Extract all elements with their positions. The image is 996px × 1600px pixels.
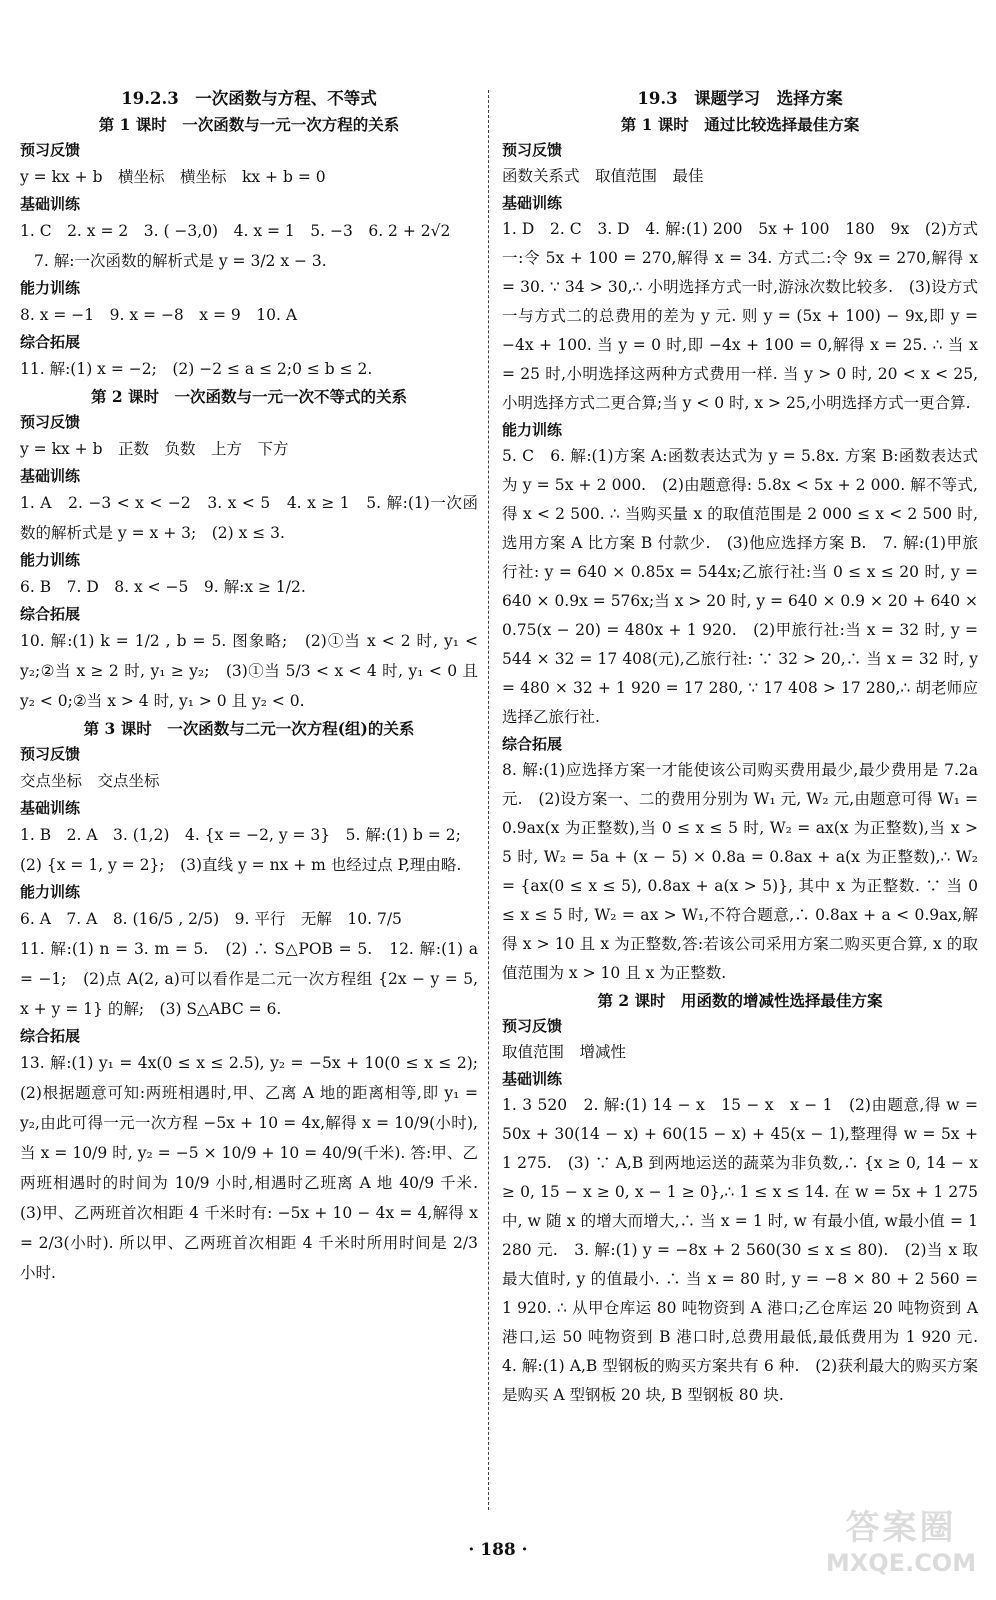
section-heading: 预习反馈 [20, 413, 81, 431]
answer-text: 取值范围 增减性 [502, 1043, 627, 1061]
section-heading: 综合拓展 [20, 605, 81, 623]
answer-text: 13. 解:(1) y₁ = 4x(0 ≤ x ≤ 2.5), y₂ = −5x + 10(0 ≤ x ≤ 2); (2)根据题意可知:两班相遇时,甲、乙离 A 地的距离相等,即 y₁ = y₂,由此可得一元一次方程 −5x + 10 = 4x,解得 x = 10/9(小时),当 x = 10/9 时, y₂ = −5 × 10/9 + 10 = 40/9(千米). 答:甲、乙两班相遇时的时间为 10/9 小时,相遇时乙班离 A 地 40/9 千米. (3)甲、乙两班首次相距 4 千米时有: −5x + 10 − 4x = 4,解得 x = 2/3(小时). 所以甲、乙两班首次相距 4 千米时所用时间是 2/3 小时. [20, 1054, 494, 1282]
watermark-logo [816, 1500, 986, 1590]
section-heading: 基础训练 [502, 1070, 563, 1088]
section-title: 19.3 课题学习 选择方案 [637, 89, 843, 108]
answer-text: 10. 解:(1) k = 1/2 , b = 5. 图象略; (2)①当 x < 2 时, y₁ < y₂;②当 x ≥ 2 时, y₁ ≥ y₂; (3)①当 5/3 < x < 4 时, y₁ < 0 且 y₂ < 0;②当 x > 4 时, y₁ > 0 且 y₂ < 0. [20, 632, 478, 710]
section-heading: 预习反馈 [502, 1017, 563, 1035]
left-column [20, 86, 494, 1288]
section-heading: 预习反馈 [20, 141, 81, 159]
column-divider [488, 90, 489, 1510]
section-heading: 基础训练 [502, 194, 563, 212]
watermark-sub: MXQE.COM [825, 1549, 977, 1577]
section-heading: 预习反馈 [20, 745, 81, 763]
lesson-title: 第 1 课时 一次函数与一元一次方程的关系 [98, 115, 400, 134]
answer-text: 1. D 2. C 3. D 4. 解:(1) 200 5x + 100 180 9x (2)方式一:令 5x + 100 = 270,解得 x = 34. 方式二:令 9x = 270,解得 x = 30. ∵ 34 > 30,∴ 小明选择方式一时,游泳次数比较多. (3)设方式一与方式二的总费用的差为 y 元. 则 y = (5x + 100) − 9x,即 y = −4x + 100. 当 y = 0 时,即 −4x + 100 = 0,解得 x = 25. ∴ 当 x = 25 时,小明选择这两种方式费用一样. 当 y > 0 时, 20 < x < 25,小明选择方式二更合算;当 y < 0 时, x > 25,小明选择方式一更合算. [502, 220, 978, 412]
section-heading: 基础训练 [20, 799, 81, 817]
watermark-main: 答案圈 [845, 1508, 957, 1548]
section-title: 19.2.3 一次函数与方程、不等式 [121, 89, 377, 108]
section-heading: 综合拓展 [502, 735, 563, 753]
section-heading: 基础训练 [20, 467, 81, 485]
answer-text: 1. C 2. x = 2 3. ( −3,0) 4. x = 1 5. −3 6. 2 + 2√2 [20, 222, 451, 240]
answer-text: 11. 解:(1) x = −2; (2) −2 ≤ a ≤ 2;0 ≤ b ≤ 2. [20, 360, 373, 378]
lesson-title: 第 1 课时 通过比较选择最佳方案 [620, 115, 860, 134]
answer-text: 函数关系式 取值范围 最佳 [502, 167, 704, 185]
section-heading: 综合拓展 [20, 333, 81, 351]
answer-text: 1. B 2. A 3. (1,2) 4. {x = −2, y = 3} 5. 解:(1) b = 2; [20, 826, 461, 844]
section-heading: 预习反馈 [502, 141, 563, 159]
answer-text: (2) {x = 1, y = 2}; (3)直线 y = nx + m 也经过点 P,理由略. [20, 856, 462, 874]
page-number: · 188 · [468, 1540, 528, 1560]
answer-text: 7. 解:一次函数的解析式是 y = 3/2 x − 3. [34, 252, 327, 270]
answer-text: 8. 解:(1)应选择方案一才能使该公司购买费用最少,最少费用是 7.2a 元. (2)设方案一、二的费用分别为 W₁ 元, W₂ 元,由题意可得 W₁ = 0.9ax(x 为正整数),当 0 ≤ x ≤ 5 时, W₂ = ax(x 为正整数),当 x > 5 时, W₂ = 5a + (x − 5) × 0.8a = 0.8ax + a(x 为正整数),∴ W₂ = {ax(0 ≤ x ≤ 5), 0.8ax + a(x > 5)}, 其中 x 为正整数. ∵ 当 0 ≤ x ≤ 5 时, W₂ = ax > W₁,不符合题意,∴ 0.8ax + a < 0.9ax,解得 x > 10 且 x 为正整数,答:若该公司采用方案二购买更合算, x 的取值范围为 x > 10 且 x 为正整数. [502, 761, 978, 982]
answer-text: 6. A 7. A 8. (16/5 , 2/5) 9. 平行 无解 10. 7/5 [20, 910, 402, 928]
lesson-title: 第 2 课时 一次函数与一元一次不等式的关系 [90, 387, 408, 406]
answer-text: y = kx + b 横坐标 横坐标 kx + b = 0 [20, 168, 326, 186]
answer-text: 交点坐标 交点坐标 [20, 772, 160, 790]
answer-text: 1. 3 520 2. 解:(1) 14 − x 15 − x x − 1 (2)由题意,得 w = 50x + 30(14 − x) + 60(15 − x) + 45(x − 1),整理得 w = 5x + 1 275. (3) ∵ A,B 到两地运送的蔬菜为非负数,∴ {x ≥ 0, 14 − x ≥ 0, 15 − x ≥ 0, x − 1 ≥ 0},∴ 1 ≤ x ≤ 14. 在 w = 5x + 1 275 中, w 随 x 的增大而增大,∴ 当 x = 1 时, w 有最小值, w最小值 = 1 280 元. 3. 解:(1) y = −8x + 2 560(30 ≤ x ≤ 80). (2)当 x 取最大值时, y 的值最小. ∴ 当 x = 80 时, y = −8 × 80 + 2 560 = 1 920. ∴ 从甲仓库运 80 吨物资到 A 港口;乙仓库运 20 吨物资到 A 港口,运 50 吨物资到 B 港口时,总费用最低,最低费用为 1 920 元. 4. 解:(1) A,B 型钢板的购买方案共有 6 种. (2)获利最大的购买方案是购买 A 型钢板 20 块, B 型钢板 80 块. [502, 1096, 994, 1404]
section-heading: 能力训练 [20, 279, 81, 297]
lesson-title: 第 3 课时 一次函数与二元一次方程(组)的关系 [83, 719, 415, 738]
section-heading: 能力训练 [20, 551, 81, 569]
answer-text: y = kx + b 正数 负数 上方 下方 [20, 440, 289, 458]
section-heading: 能力训练 [20, 883, 81, 901]
right-column [502, 86, 994, 1410]
section-heading: 基础训练 [20, 195, 81, 213]
lesson-title: 第 2 课时 用函数的增减性选择最佳方案 [597, 991, 883, 1010]
answer-text: 11. 解:(1) n = 3. m = 5. (2) ∴ S△POB = 5. 12. 解:(1) a = −1; (2)点 A(2, a)可以看作是二元一次方程组 {2x − y = 5, x + y = 1} 的解; (3) S△ABC = 6. [20, 940, 478, 1018]
answer-text: 6. B 7. D 8. x < −5 9. 解:x ≥ 1/2. [20, 578, 306, 596]
answer-text: 8. x = −1 9. x = −8 x = 9 10. A [20, 306, 298, 324]
section-heading: 能力训练 [502, 421, 563, 439]
answer-text: 1. A 2. −3 < x < −2 3. x < 5 4. x ≥ 1 5. 解:(1)一次函数的解析式是 y = x + 3; (2) x ≤ 3. [20, 494, 478, 542]
answer-text: 5. C 6. 解:(1)方案 A:函数表达式为 y = 5.8x. 方案 B:函数表达式为 y = 5x + 2 000. (2)由题意得: 5.8x < 5x + 2 000. 解不等式,得 x < 2 500. ∴ 当购买量 x 的取值范围是 2 000 ≤ x < 2 500 时,选用方案 A 比方案 B 付款少. (3)他应选择方案 B. 7. 解:(1)甲旅行社: y = 640 × 0.85x = 544x;乙旅行社:当 0 ≤ x ≤ 20 时, y = 640 × 0.9x = 576x;当 x > 20 时, y = 640 × 0.9 × 20 + 640 × 0.75(x − 20) = 480x + 1 920. (2)甲旅行社:当 x = 32 时, y = 544 × 32 = 17 408(元),乙旅行社: ∵ 32 > 20,∴ 当 x = 32 时, y = 480 × 32 + 1 920 = 17 280, ∵ 17 408 > 17 280,∴ 胡老师应选择乙旅行社. [502, 447, 978, 726]
section-heading: 综合拓展 [20, 1027, 81, 1045]
